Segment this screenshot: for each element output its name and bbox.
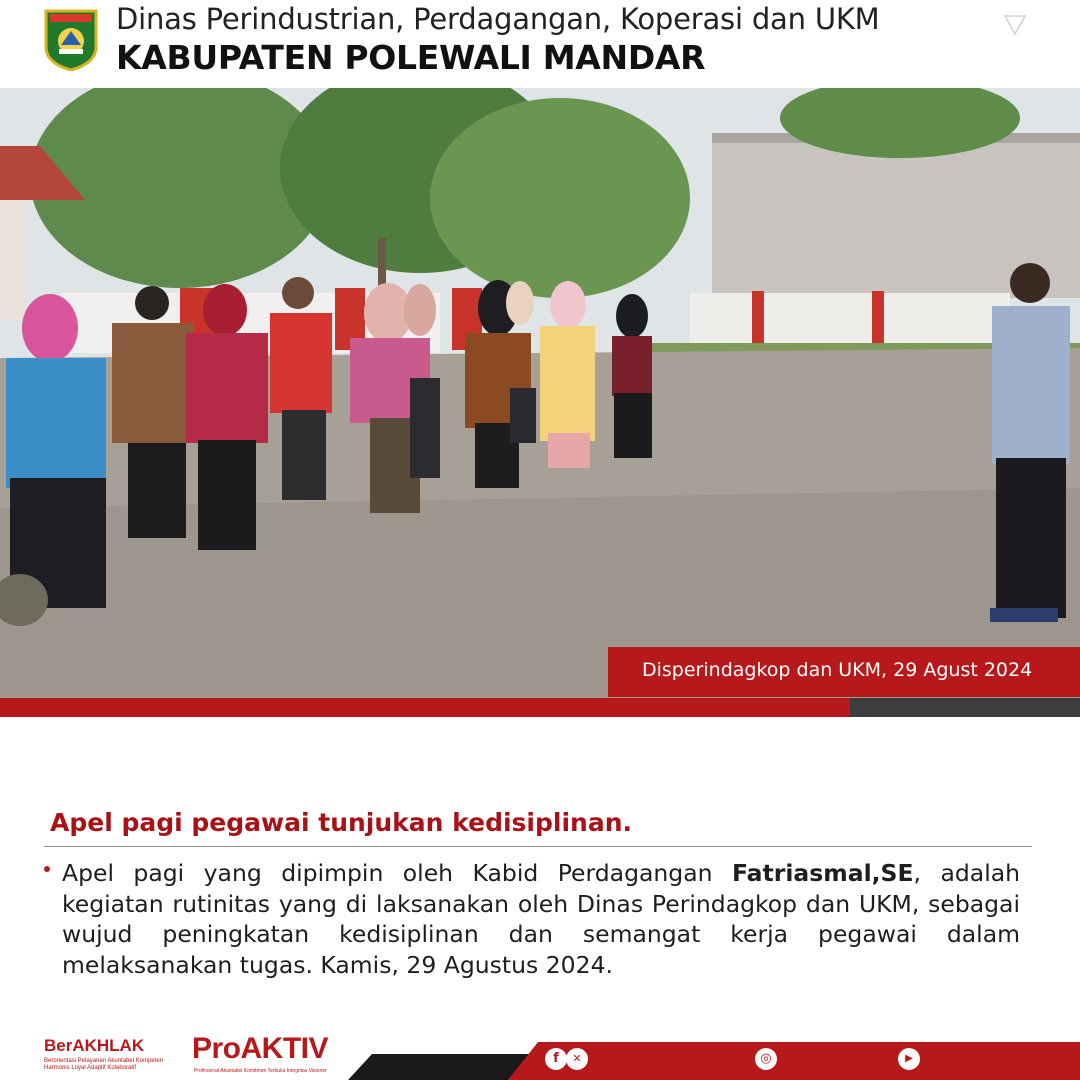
article-body-end: , adalah kegiatan rutinitas yang di laksanakan oleh Dinas Perindagkop dan UKM, sebagai wujud peningkatan kedisiplinan dan semangat kerja pegawai dalam melaksanakan tugas. Kamis, 29 Agustus 2024.: [62, 859, 1021, 979]
berakhlak-wordmark: BerAKHLAK: [44, 1036, 145, 1055]
regency-logo-icon: [42, 9, 100, 71]
berakhlak-tagline: Berorientasi Pelayanan Akuntabel Kompeten Harmonis Loyal Adaptif Kolaboratif: [44, 1058, 164, 1071]
photo-illustration: [0, 88, 1080, 698]
proaktiv-logo: [192, 1024, 352, 1074]
proaktiv-wordmark: ProAKTIV: [192, 1032, 329, 1065]
photo-caption: Disperindagkop dan UKM, 29 Agust 2024: [642, 659, 1033, 681]
bullet-dot-icon: [44, 866, 50, 872]
berakhlak-logo: [44, 1024, 184, 1074]
x-icon[interactable]: ✕: [566, 1048, 588, 1070]
triangle-decor-icon: [1004, 14, 1026, 36]
red-divider-strip: [0, 698, 850, 717]
header: [0, 0, 1080, 88]
article-body: [62, 858, 1020, 980]
instagram-icon[interactable]: ◎: [755, 1048, 777, 1070]
headline-divider: [44, 846, 1032, 847]
header-title: KABUPATEN POLEWALI MANDAR: [116, 38, 706, 77]
article-headline: Apel pagi pegawai tunjukan kedisiplinan.: [50, 808, 632, 837]
youtube-icon[interactable]: ▶: [898, 1048, 920, 1070]
dark-divider-strip: [850, 698, 1080, 717]
event-photo: [0, 88, 1080, 698]
facebook-icon[interactable]: f: [545, 1048, 567, 1070]
header-subtitle: Dinas Perindustrian, Perdagangan, Koperasi dan UKM: [116, 2, 880, 36]
leader-name: Fatriasmal,SE: [731, 859, 914, 887]
proaktiv-tagline: Profesional Akuntabel Komitmen Terbuka Integritas Visioner: [194, 1068, 327, 1074]
photo-caption-box: [608, 647, 1080, 697]
article-body-start: Apel pagi yang dipimpin oleh Kabid Perdagangan: [62, 859, 732, 887]
